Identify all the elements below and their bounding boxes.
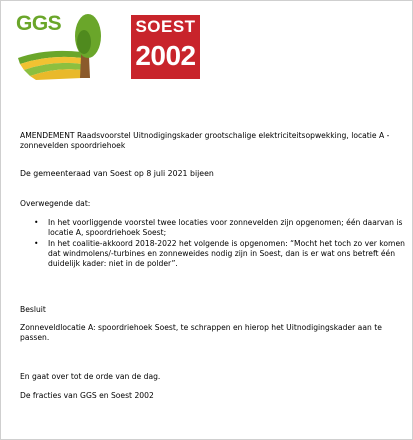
decision-text: Zonneveldlocatie A: spoordriehoek Soest, te schrappen en hierop het Uitnodigingskader aan te passen. (20, 323, 382, 342)
soest-logo-top-text: SOEST (135, 17, 196, 36)
considerations-list (20, 218, 410, 270)
list-item (20, 239, 410, 269)
ggs-logo-text: GGS (16, 12, 62, 35)
meeting-line: De gemeenteraad van Soest op 8 juli 2021 bijeen (20, 169, 214, 178)
bullet-icon: • (34, 218, 39, 227)
list-item (20, 218, 410, 238)
amendment-heading: AMENDEMENT Raadsvoorstel Uitnodigingskader grootschalige elektriciteitsopwekking, locatie A - zonnevelden spoordriehoek (20, 131, 390, 150)
order-of-day-line: En gaat over tot de orde van de dag. (20, 372, 161, 381)
decision-label: Besluit (20, 305, 46, 314)
bullet-icon: • (34, 239, 39, 248)
soest-2002-logo (131, 15, 200, 79)
list-item-text: In het voorliggende voorstel twee locaties voor zonnevelden zijn opgenomen; één daarvan is locatie A, spoordriehoek Soest; (48, 218, 403, 237)
signatories-line: De fracties van GGS en Soest 2002 (20, 391, 154, 400)
list-item-text: In het coalitie-akkoord 2018-2022 het volgende is opgenomen: “Mocht het toch zo ver komen dat windmolens/-turbines en zonneweides nodig zijn in Soest, dan is er wat ons betreft één duidelijk kader: niet in de polder”. (48, 239, 405, 268)
considerations-label: Overwegende dat: (20, 199, 91, 208)
soest-logo-year-text: 2002 (135, 40, 196, 71)
ggs-logo (16, 12, 102, 80)
